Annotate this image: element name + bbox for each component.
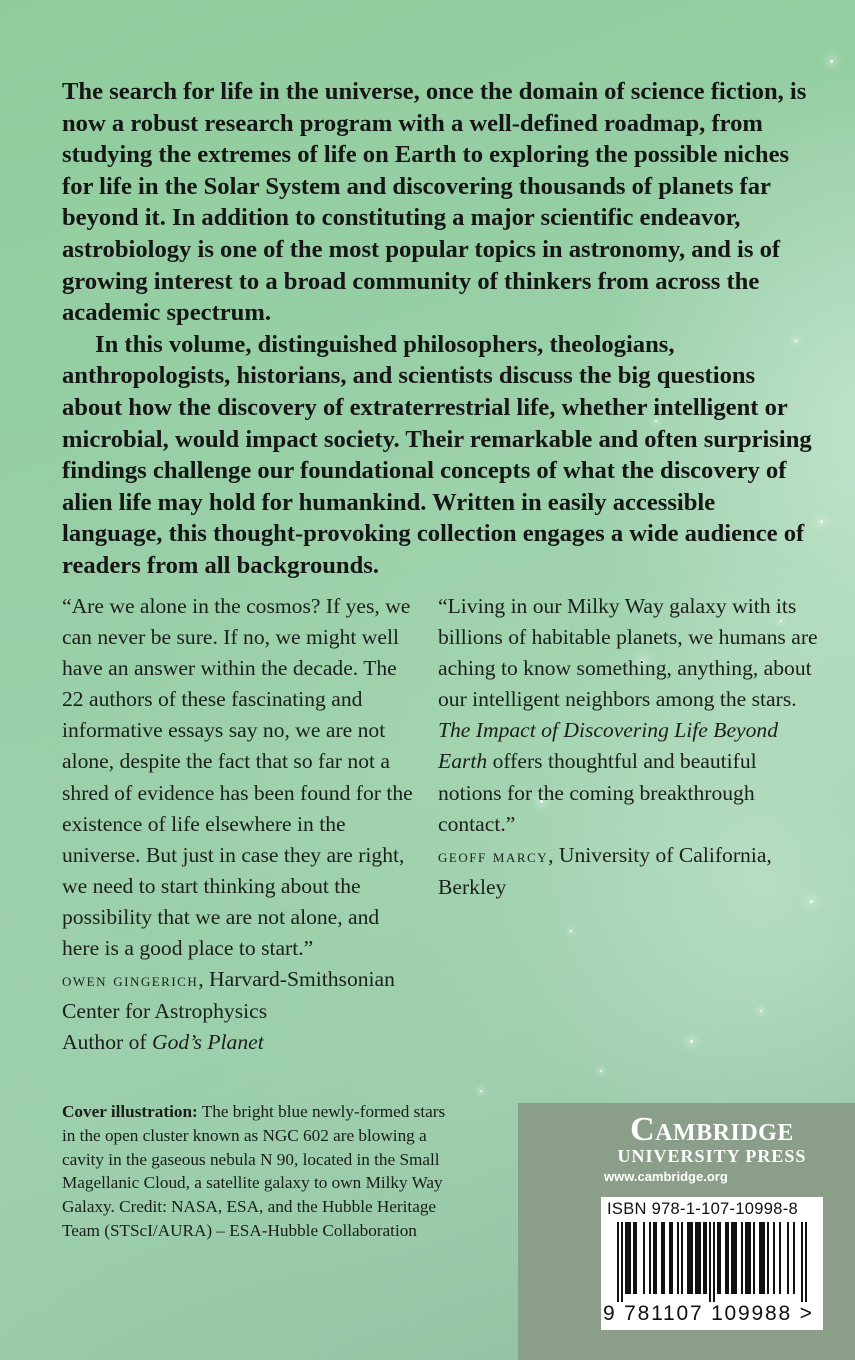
barcode-bar [705,1222,707,1294]
endorsement-right-attribution [438,840,818,903]
barcode-bar [741,1222,743,1294]
barcode-bar [753,1222,755,1294]
barcode-bar [681,1222,683,1294]
barcode-bar [669,1222,671,1294]
barcode-bar [649,1222,651,1294]
barcode-bar [703,1222,705,1294]
back-cover-blurb [62,76,812,582]
endorsement-left-quote: “Are we alone in the cosmos? If yes, we can never be sure. If no, we might well have an answer within the decade. The 22 authors of these fascinating and informative essays say no, we are not alone, despite the fact that so far not a shred of evidence has been found for the existence of life elsewhere in the universe. But just in case they are right, we need to start thinking about the possibility that we are not alone, and here is a good place to start.” [62,594,413,961]
barcode-bar [671,1222,673,1294]
barcode-bar [727,1222,729,1294]
endorsement-right-quote [438,591,818,840]
endorsement-left-author-line [62,1027,417,1058]
barcode-bar [773,1222,775,1294]
endorsement-right-title: The Impact of Discovering Life Beyond Earth [438,718,779,774]
barcode-bar [695,1222,697,1294]
endorsement-right-quote-end: offers thoughtful and beautiful notions for the coming breakthrough contact.” [438,749,757,836]
star-dot [820,520,823,523]
barcode-bar [629,1222,631,1294]
endorsement-left-book: God’s Planet [151,1030,264,1055]
barcode-bar [691,1222,693,1294]
blurb-paragraph-1: The search for life in the universe, once the domain of science fiction, is now a robust research program with a well-defined roadmap, from studying the extremes of life on Earth to exploring the possible niches for life in the Solar System and discovering thousands of planets far beyond it. In addition to constituting a major scientific endeavor, astrobiology is one of the most popular topics in astronomy, and is of growing interest to a broad community of thinkers from across the academic spectrum. [62,78,807,327]
publisher-url: www.cambridge.org [604,1169,728,1184]
barcode-bar [719,1222,721,1294]
publisher-logo [602,1113,822,1184]
barcode-bar [717,1222,719,1294]
barcode-bar [733,1222,735,1294]
barcode-bar [713,1222,715,1302]
endorsement-left-attribution [62,964,417,1027]
barcode-bar [735,1222,737,1294]
barcode-bar [793,1222,795,1294]
endorsement-left-name: owen gingerich [62,970,199,992]
publisher-name: Cambridge [630,1111,794,1148]
isbn-label: ISBN 978-1-107-10998-8 [607,1200,798,1218]
barcode-bar [709,1222,711,1302]
barcode-panel [601,1197,823,1330]
barcode-bar [687,1222,689,1294]
blurb-paragraph-2: In this volume, distinguished philosophers, theologians, anthropologists, historians, and scientists discuss the big questions about how the discovery of extraterrestrial life, whether intelligent or microbial, would impact society. Their remarkable and often surprising findings challenge our foundational concepts of what the discovery of alien life may hold for humankind. Written in easily accessible language, this thought-provoking collection engages a wide audience of readers from all backgrounds. [62,330,812,579]
star-dot [760,1010,762,1012]
barcode-bar [787,1222,789,1294]
barcode-bar [689,1222,691,1294]
endorsement-right-quote-start: “Living in our Milky Way galaxy with its billions of habitable planets, we humans are aching to know something, anything, about our intelligent neighbors among the stars. [438,594,818,712]
endorsement-left-affiliation: , Harvard-Smithsonian Center for Astrophysics [62,967,395,1024]
barcode-bar [617,1222,619,1302]
barcode-bar [761,1222,763,1294]
star-dot [570,930,572,932]
cover-credit-text: The bright blue newly-formed stars in the open cluster known as NGC 602 are blowing a cavity in the gaseous nebula N 90, located in the Small Magellanic Cloud, a satellite galaxy to own Milky Way Galaxy. Credit: NASA, ESA, and the Hubble Heritage Team (STScI/AURA) – ESA-Hubble Collaboration [62,1102,446,1240]
endorsement-left [62,591,417,1058]
barcode-bar [763,1222,765,1294]
barcode-bar [677,1222,679,1294]
barcode-bar [759,1222,761,1294]
barcode-bar [745,1222,747,1294]
barcode-bar [663,1222,665,1294]
barcode-bar [661,1222,663,1294]
barcode-bar [801,1222,803,1302]
barcode-bar [655,1222,657,1294]
barcode-bar [747,1222,749,1294]
barcode-bar [635,1222,637,1294]
star-dot [600,1070,602,1072]
cover-credit-label: Cover illustration: [62,1102,198,1121]
publisher-box [518,1103,855,1360]
barcode-bar [627,1222,629,1294]
barcode-bar [633,1222,635,1294]
ean-barcode [607,1222,817,1302]
barcode-bar [779,1222,781,1294]
barcode-bar [653,1222,655,1294]
endorsement-right-name: geoff marcy [438,845,549,867]
barcode-bar [625,1222,627,1294]
barcode-bar [697,1222,699,1294]
barcode-bar [643,1222,645,1294]
publisher-press: UNIVERSITY PRESS [617,1146,807,1166]
endorsement-right [438,591,818,903]
barcode-bar [731,1222,733,1294]
barcode-bar [767,1222,769,1294]
barcode-bar [621,1222,623,1302]
ean-digits: 9 781107 109988 > [603,1302,814,1325]
barcode-bar [805,1222,807,1302]
star-dot [480,1090,482,1092]
star-dot [830,60,833,63]
barcode-bar [699,1222,701,1294]
barcode-bar [749,1222,751,1294]
cover-illustration-credit [62,1100,462,1243]
endorsement-right-affiliation: , University of California, Berkley [438,842,772,899]
endorsement-left-author-of: Author of [62,1030,152,1055]
barcode-bar [725,1222,727,1294]
star-dot [690,1040,693,1043]
